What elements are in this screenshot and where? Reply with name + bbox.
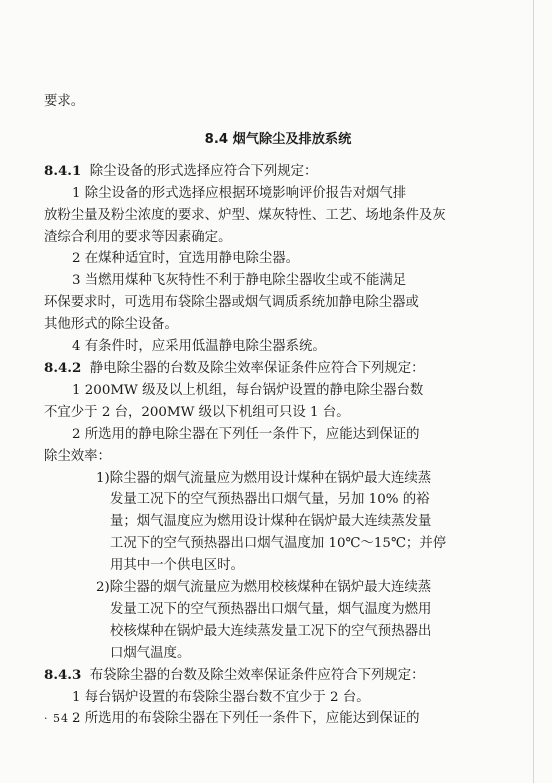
text-line: 发量工况下的空气预热器出口烟气量，另加 10% 的裕 <box>110 492 430 508</box>
clause-8-4-1 <box>44 161 512 183</box>
text-line: 3 当燃用煤种飞灰特性不利于静电除尘器收尘或不能满足 <box>72 273 407 289</box>
text-line: 其他形式的除尘设备。 <box>44 317 178 333</box>
clause-number: 8.4.1 <box>44 162 82 179</box>
text-line: 2)除尘器的烟气流量应为燃用校核煤种在锅炉最大连续蒸 <box>96 580 432 596</box>
text-line: 2 所选用的静电除尘器在下列任一条件下，应能达到保证的 <box>72 426 420 442</box>
text-line: 1 每台锅炉设置的布袋除尘器台数不宜少于 2 台。 <box>72 689 370 705</box>
text-line: 渣综合利用的要求等因素确定。 <box>44 229 232 245</box>
clause-text: 布袋除尘器的台数及除尘效率保证条件应符合下列规定： <box>89 667 425 683</box>
text-line: 用其中一个供电区时。 <box>110 558 244 574</box>
text-line: 2 所选用的布袋除尘器在下列任一条件下，应能达到保证的 <box>72 711 420 727</box>
text-line: 环保要求时，可选用布袋除尘器或烟气调质系统加静电除尘器或 <box>44 295 419 311</box>
text-line: 2 在煤种适宜时，宜选用静电除尘器。 <box>72 251 300 267</box>
clause-number: 8.4.3 <box>44 666 82 683</box>
page-number: · 54 · <box>44 712 78 725</box>
text-line: 工况下的空气预热器出口烟气温度加 10℃～15℃；并停 <box>110 536 447 552</box>
text-line: 1)除尘器的烟气流量应为燃用设计煤种在锅炉最大连续蒸 <box>96 470 432 486</box>
text-line: 1 除尘设备的形式选择应根据环境影响评价报告对烟气排 <box>72 185 407 201</box>
text-line: 不宜少于 2 台，200MW 级以下机组可只设 1 台。 <box>44 404 350 420</box>
page-edge-line <box>533 0 534 783</box>
section-title: 8.4 烟气除尘及排放系统 <box>204 131 352 147</box>
text-line: 放粉尘量及粉尘浓度的要求、炉型、煤灰特性、工艺、场地条件及灰 <box>44 207 446 223</box>
text-line: 除尘效率： <box>44 448 111 464</box>
text-line: 发量工况下的空气预热器出口烟气量，烟气温度为燃用 <box>110 601 432 617</box>
clause-text: 除尘设备的形式选择应符合下列规定： <box>89 163 318 179</box>
body-text <box>44 91 512 730</box>
text-line: 量；烟气温度应为燃用设计煤种在锅炉最大连续蒸发量 <box>110 514 432 530</box>
text-line: 4 有条件时，应采用低温静电除尘器系统。 <box>72 339 326 355</box>
text-line: 1 200MW 级及以上机组，每台锅炉设置的静电除尘器台数 <box>72 382 424 398</box>
clause-8-4-3 <box>44 665 512 687</box>
clause-8-4-2 <box>44 358 512 380</box>
text-line: 校核煤种在锅炉最大连续蒸发量工况下的空气预热器出 <box>110 623 432 639</box>
clause-number: 8.4.2 <box>44 359 82 376</box>
clause-text: 静电除尘器的台数及除尘效率保证条件应符合下列规定： <box>89 360 425 376</box>
text-line: 口烟气温度。 <box>110 645 191 661</box>
text-line: 要求。 <box>44 94 85 109</box>
